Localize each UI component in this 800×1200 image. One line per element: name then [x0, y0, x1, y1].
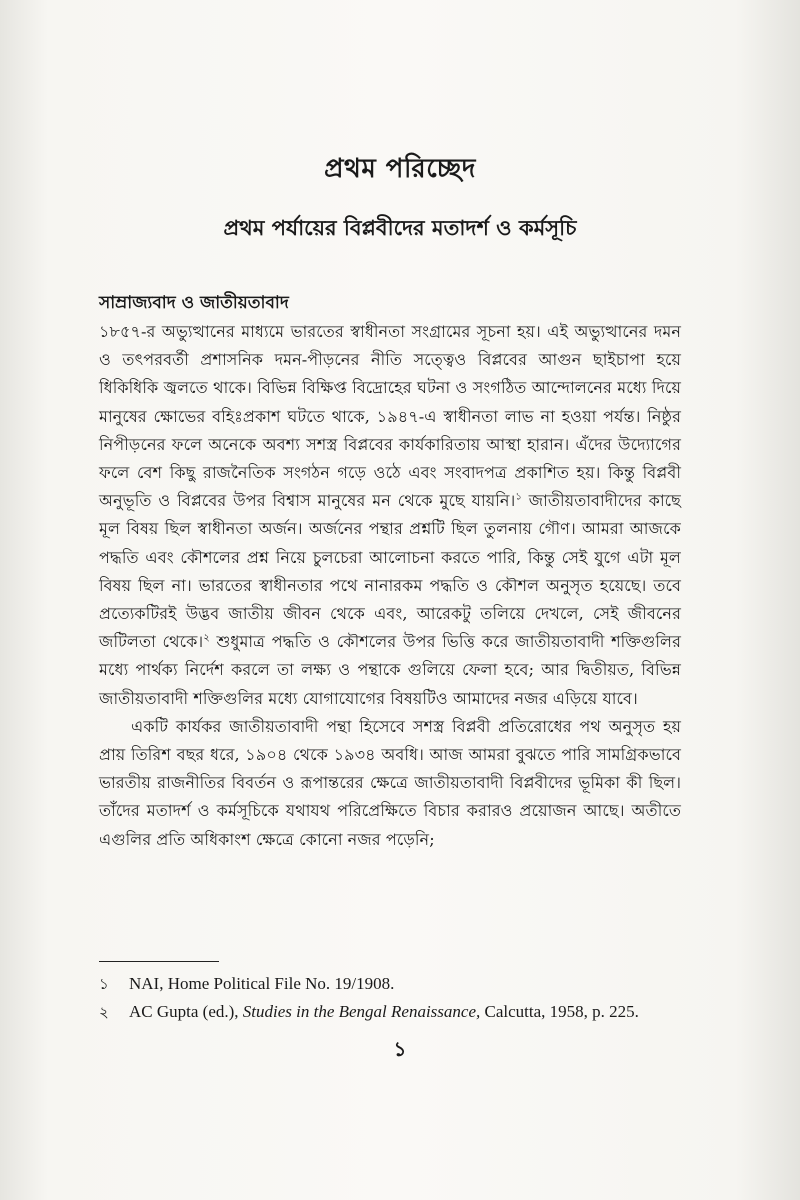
footnote-text: NAI, Home Political File No. 19/1908. [129, 974, 395, 993]
footnote-divider [99, 961, 219, 962]
paragraph-2: একটি কার্যকর জাতীয়তাবাদী পন্থা হিসেবে সশস্ত্র বিপ্লবী প্রতিরোধের পথ অনুসৃত হয় প্রায় তিরিশ বছর ধরে, ১৯০৪ থেকে ১৯৩৪ অবধি। আজ আমরা বুঝতে পারি সামগ্রিকভাবে ভারতীয় রাজনীতির বিবর্তন ও রূপান্তরের ক্ষেত্রে জাতীয়তাবাদী বিপ্লবীদের ভূমিকা কী ছিল। তাঁদের মতাদর্শ ও কর্মসূচিকে যথাযথ পরিপ্রেক্ষিতে বিচার করারও প্রয়োজন আছে। অতীতে এগুলির প্রতি অধিকাংশ ক্ষেত্রে কোনো নজর পড়েনি; [99, 716, 681, 849]
chapter-subtitle: প্রথম পর্যায়ের বিপ্লবীদের মতাদর্শ ও কর্মসূচি [223, 215, 577, 240]
paragraph-1-part-3: শুধুমাত্র পদ্ধতি ও কৌশলের উপর ভিত্তি করে জাতীয়তাবাদী শক্তিগুলির মধ্যে পার্থক্য নির্দেশ করলে তা লক্ষ্য ও পন্থাকে গুলিয়ে ফেলা হবে; আর দ্বিতীয়ত, বিভিন্ন জাতীয়তাবাদী শক্তিগুলির মধ্যে যোগাযোগের বিষয়টিও আমাদের নজর এড়িয়ে যাবে। [99, 632, 681, 708]
section-heading: সাম্রাজ্যবাদ ও জাতীয়তাবাদ [99, 293, 289, 313]
footnote-text-end: Calcutta, 1958, p. 225. [480, 1002, 639, 1021]
paragraph-1-part-2: জাতীয়তাবাদীদের কাছে মূল বিষয় ছিল স্বাধীনতা অর্জন। অর্জনের পন্থার প্রশ্নটি ছিল তুলনায় গৌণ। আমরা আজকে পদ্ধতি এবং কৌশলের প্রশ্ন নিয়ে চুলচেরা আলোচনা করতে পারি, কিন্তু সেই যুগে এটা মূল বিষয় ছিল না। ভারতের স্বাধীনতার পথে নানারকম পদ্ধতি ও কৌশল অনুসৃত হয়েছে। তবে প্রত্যেকটিরই উদ্ভব জাতীয় জীবন থেকে এবং, আরেকটু তলিয়ে দেখলে, সেই জীবনের জটিলতা থেকে। [99, 491, 681, 652]
footnote-text: AC Gupta (ed.), [129, 1002, 243, 1021]
footnote-ref-2: ২ [203, 632, 210, 644]
footnote-number: ১ [99, 975, 109, 993]
footnote-ref-1: ১ [515, 491, 522, 503]
page-number: ১ [393, 1037, 407, 1061]
footnotes [99, 970, 699, 1026]
chapter-title: প্রথম পরিচ্ছেদ [324, 154, 476, 184]
paragraph-1-part-1: ১৮৫৭-র অভ্যুত্থানের মাধ্যমে ভারতের স্বাধীনতা সংগ্রামের সূচনা হয়। এই অভ্যুত্থানের দমন ও তৎপরবর্তী প্রশাসনিক দমন-পীড়নের নীতি সত্ত্বেও বিপ্লবের আগুন ছাইচাপা হয়ে ধিকিধিকি জ্বলতে থাকে। বিভিন্ন বিক্ষিপ্ত বিদ্রোহের ঘটনা ও সংগঠিত আন্দোলনের মধ্যে দিয়ে মানুষের ক্ষোভের বহিঃপ্রকাশ ঘটতে থাকে, ১৯৪৭-এ স্বাধীনতা লাভ না হওয়া পর্যন্ত। নিষ্ঠুর নিপীড়নের ফলে অনেকে অবশ্য সশস্ত্র বিপ্লবের কার্যকারিতায় আস্থা হারান। এঁদের উদ্যোগের ফলে বেশ কিছু রাজনৈতিক সংগঠন গড়ে ওঠে এবং সংবাদপত্র প্রকাশিত হয়। কিন্তু বিপ্লবী অনুভূতি ও বিপ্লবের উপর বিশ্বাস মানুষের মন থেকে মুছে যায়নি। [99, 322, 681, 511]
footnote-number: ২ [99, 1003, 109, 1021]
footnote-2 [99, 998, 699, 1026]
paragraph-1 [99, 318, 681, 713]
body-text [99, 318, 681, 854]
footnote-book-title: Studies in the Bengal Renaissance, [242, 1002, 481, 1021]
footnote-1 [99, 970, 699, 998]
